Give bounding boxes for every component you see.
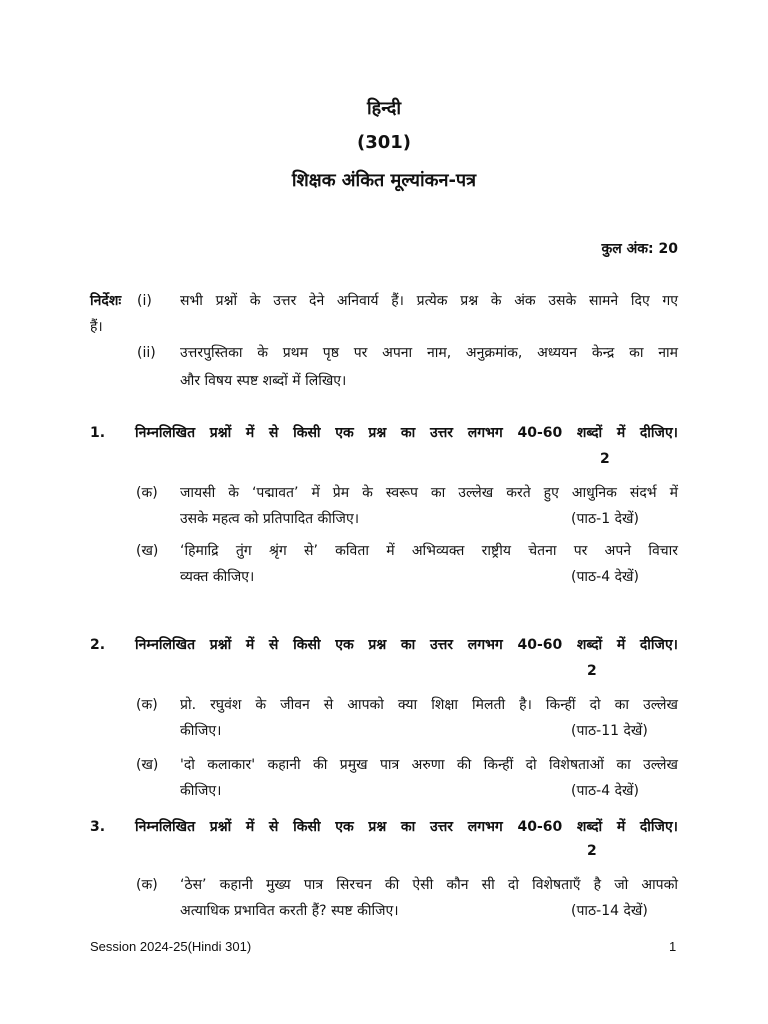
lesson-reference: (पाठ-4 देखें) xyxy=(571,569,639,585)
option-text: ‘ठेस’ कहानी मुख्य पात्र सिरचन की ऐसी कौन सी दो विशेषताएँ है जो आपको xyxy=(180,877,678,893)
page-number: 1 xyxy=(669,939,677,954)
option-text: प्रो. रघुवंश के जीवन से आपको क्या शिक्षा मिलती है। किन्हीं दो का उल्लेख xyxy=(180,697,678,713)
instruction-text: सभी प्रश्नों के उत्तर देने अनिवार्य हैं। प्रत्येक प्रश्न के अंक उसके सामने दिए गए xyxy=(180,293,678,309)
lesson-reference: (पाठ-1 देखें) xyxy=(571,511,639,527)
lesson-reference: (पाठ-14 देखें) xyxy=(571,903,648,919)
instruction-number: (ii) xyxy=(137,345,156,361)
option-text: जायसी के ‘पद्मावत’ में प्रेम के स्वरूप का उल्लेख करते हुए आधुनिक संदर्भ में xyxy=(180,485,678,501)
instruction-text: उत्तरपुस्तिका के प्रथम पृष्ठ पर अपना नाम, अनुक्रमांक, अध्ययन केन्द्र का नाम xyxy=(180,345,678,361)
option-text-continued: कीजिए। xyxy=(180,783,222,799)
instruction-text-continued: और विषय स्पष्ट शब्दों में लिखिए। xyxy=(180,373,347,389)
option-text: 'दो कलाकार' कहानी की प्रमुख पात्र अरुणा की किन्हीं दो विशेषताओं का उल्लेख xyxy=(180,757,678,773)
option-text: ‘हिमाद्रि तुंग श्रृंग से’ कविता में अभिव्यक्त राष्ट्रीय चेतना पर अपने विचार xyxy=(180,543,678,559)
footer-session: Session 2024-25(Hindi 301) xyxy=(90,939,252,954)
instruction-number: (i) xyxy=(137,293,152,309)
option-text-continued: उसके महत्व को प्रतिपादित कीजिए। xyxy=(180,511,359,527)
option-label: (ख) xyxy=(136,543,159,559)
total-marks: कुल अंक: 20 xyxy=(601,241,678,257)
question-prompt: निम्नलिखित प्रश्नों में से किसी एक प्रश्न का उत्तर लगभग 40-60 शब्दों में दीजिए। xyxy=(135,819,678,835)
option-text-continued: अत्याधिक प्रभावित करती हैं? स्पष्ट कीजिए। xyxy=(180,903,399,919)
option-text-continued: व्यक्त कीजिए। xyxy=(180,569,255,585)
subject-title: हिन्दी xyxy=(366,98,401,119)
question-marks: 2 xyxy=(600,451,610,467)
question-number: 2. xyxy=(90,637,106,653)
instructions-label: निर्देशः xyxy=(90,293,122,309)
subject-code: (301) xyxy=(356,132,412,153)
instruction-text-continued: हैं। xyxy=(90,319,103,335)
option-text-continued: कीजिए। xyxy=(180,723,222,739)
option-label: (क) xyxy=(136,485,158,501)
question-prompt: निम्नलिखित प्रश्नों में से किसी एक प्रश्न का उत्तर लगभग 40-60 शब्दों में दीजिए। xyxy=(135,425,678,441)
page-title: शिक्षक अंकित मूल्यांकन-पत्र xyxy=(291,170,477,191)
question-marks: 2 xyxy=(587,663,597,679)
option-label: (क) xyxy=(136,697,158,713)
lesson-reference: (पाठ-4 देखें) xyxy=(571,783,639,799)
option-label: (ख) xyxy=(136,757,159,773)
lesson-reference: (पाठ-11 देखें) xyxy=(571,723,648,739)
question-marks: 2 xyxy=(587,843,597,859)
option-label: (क) xyxy=(136,877,158,893)
question-number: 3. xyxy=(90,819,106,835)
question-prompt: निम्नलिखित प्रश्नों में से किसी एक प्रश्न का उत्तर लगभग 40-60 शब्दों में दीजिए। xyxy=(135,637,678,653)
question-number: 1. xyxy=(90,425,106,441)
